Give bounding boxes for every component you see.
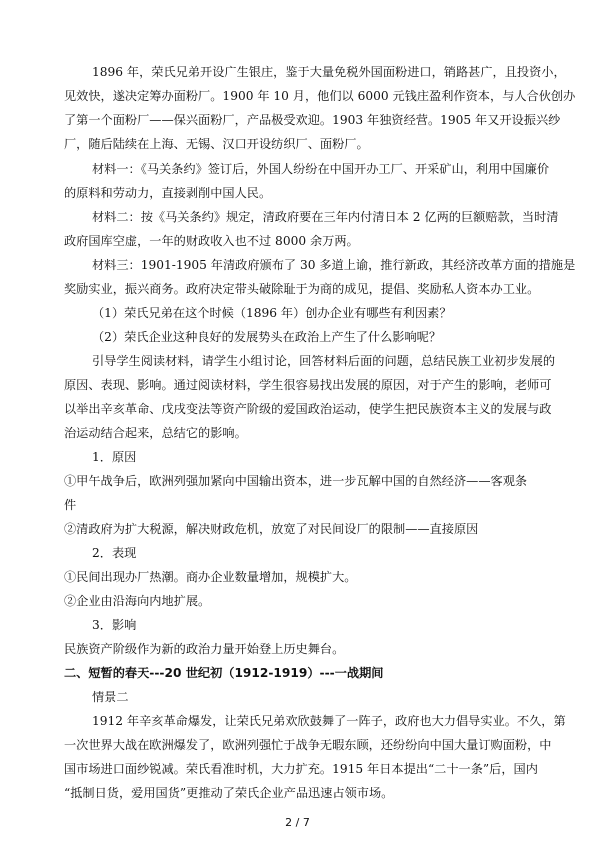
- material-two-line: 政府国库空虚，一年的财政收入也不过 8000 余万两。: [64, 234, 359, 248]
- reason-one-line: 件: [64, 498, 77, 512]
- paragraph-line: 厂，随后陆续在上海、无锡、汉口开设纺织厂、面粉厂。: [64, 137, 369, 151]
- section-title-impact: 3．影响: [92, 618, 137, 632]
- material-one-line: 的原料和劳动力，直接剥削中国人民。: [64, 186, 272, 200]
- page-number: 2 / 7: [285, 816, 310, 829]
- section-title-reasons: 1．原因: [92, 450, 137, 464]
- section-title-manifestation: 2．表现: [92, 546, 137, 560]
- paragraph-line: 了第一个面粉厂——保兴面粉厂，产品极受欢迎。1903 年独资经营。1905 年又开设振兴纱: [64, 113, 561, 127]
- guide-line: 以举出辛亥革命、戊戌变法等资产阶级的爱国政治运动，使学生把民族资本主义的发展与政: [64, 402, 552, 416]
- manifestation-two: ②企业由沿海向内地扩展。: [64, 594, 211, 608]
- paragraph-line: “抵制日货，爱用国货”更推动了荣氏企业产品迅速占领市场。: [64, 786, 394, 800]
- guide-line: 引导学生阅读材料，请学生小组讨论，回答材料后面的问题，总结民族工业初步发展的: [92, 354, 556, 368]
- material-three-line: 材料三：1901-1905 年清政府颁布了 30 多道上谕，推行新政，其经济改革方面的措施是: [92, 258, 576, 272]
- scene-two-label: 情景二: [92, 690, 129, 704]
- material-two-line: 材料二：按《马关条约》规定，清政府要在三年内付清日本 2 亿两的巨额赔款，当时清: [92, 210, 559, 224]
- manifestation-one: ①民间出现办厂热潮。商办企业数量增加，规模扩大。: [64, 570, 357, 584]
- question-one: （1）荣氏兄弟在这个时候（1896 年）创办企业有哪些有利因素？: [92, 306, 452, 320]
- paragraph-line: 见效快，遂决定筹办面粉厂。1900 年 10 月，他们以 6000 元钱庄盈利作资本，与人合伙创办: [64, 89, 576, 103]
- section-heading-two: 二、短暂的春天---20 世纪初（1912-1919）---一战期间: [64, 666, 384, 680]
- paragraph-line: 1912 年辛亥革命爆发，让荣氏兄弟欢欣鼓舞了一阵子，政府也大力倡导实业。不久，第: [92, 714, 566, 728]
- impact-line: 民族资产阶级作为新的政治力量开始登上历史舞台。: [64, 642, 345, 656]
- material-one-line: 材料一：《马关条约》签订后，外国人纷纷在中国开办工厂、开采矿山，利用中国廉价: [92, 162, 550, 176]
- guide-line: 原因、表现、影响。通过阅读材料，学生很容易找出发展的原因，对于产生的影响，老师可: [64, 378, 552, 392]
- material-three-line: 奖励实业，振兴商务。政府决定带头破除耻于为商的成见，提倡、奖励私人资本办工业。: [64, 282, 540, 296]
- reason-two-line: ②清政府为扩大税源，解决财政危机，放宽了对民间设厂的限制——直接原因: [64, 522, 479, 536]
- question-two: （2）荣氏企业这种良好的发展势头在政治上产生了什么影响呢？: [92, 330, 442, 344]
- paragraph-line: 国市场进口面纱锐减。荣氏看准时机，大力扩充。1915 年日本提出“二十一条”后，国内: [64, 762, 538, 776]
- paragraph-line: 一次世界大战在欧洲爆发了，欧洲列强忙于战争无暇东顾，还纷纷向中国大量订购面粉，中: [64, 738, 552, 752]
- paragraph-line: 1896 年，荣氏兄弟开设广生银庄，鉴于大量免税外国面粉进口，销路甚广，且投资小，: [92, 65, 566, 79]
- guide-line: 治运动结合起来，总结它的影响。: [64, 426, 247, 440]
- reason-one-line: ①甲午战争后，欧洲列强加紧向中国输出资本，进一步瓦解中国的自然经济——客观条: [64, 474, 528, 488]
